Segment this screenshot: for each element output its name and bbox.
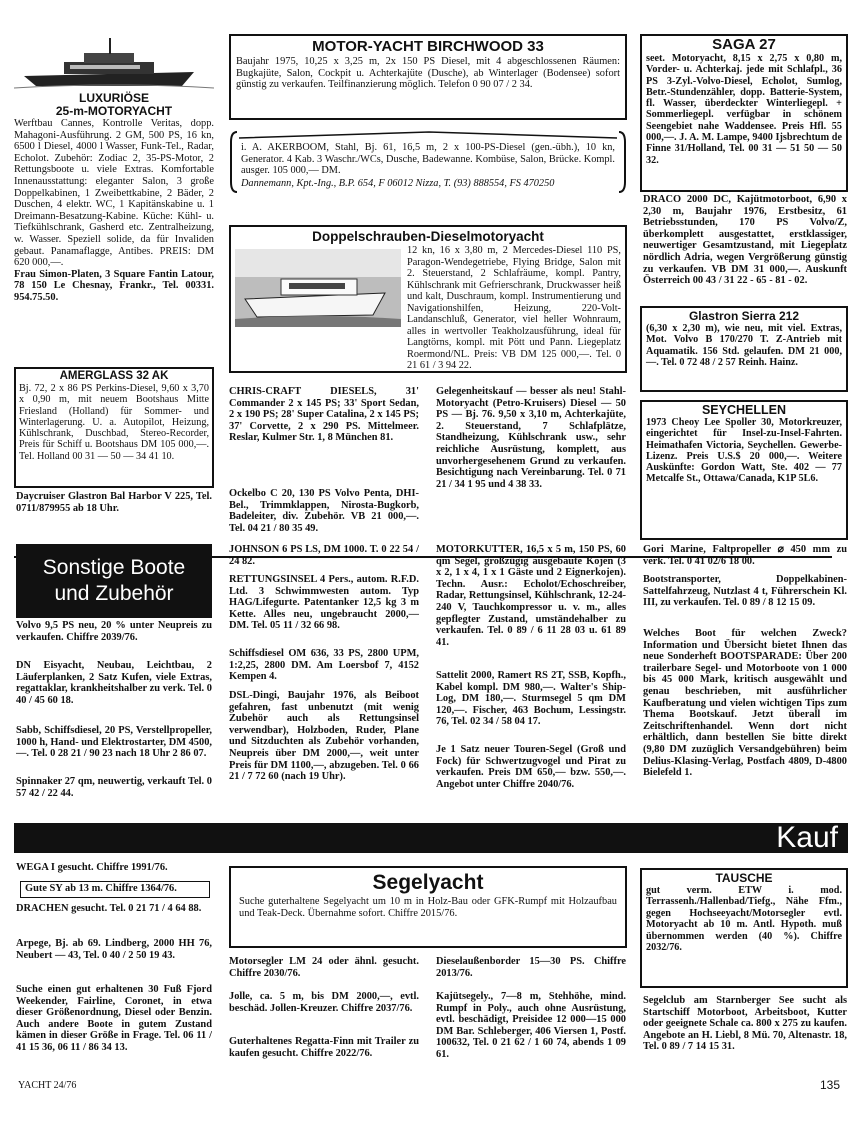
ad-title: SEYCHELLEN	[701, 403, 787, 417]
ad-body: Werftbau Cannes, Kontrolle Veritas, dopp. Mahagoni-Ausführung. 2 GM, 500 PS, 16 kn, 6500 l Diesel, 4000 l Wasser, Funk-Tel., Radar, Echolot. Zubehör: Zodiac 2, 35-PS-Motor, 2 Rettungsboote u. viele Extras. Komfortable Innenausstattung: eleganter Salon, 3 große Doppelkabinen, 1 Zweibettkabine, 2 Bäder, 2 Duschen, 4 elektr. WC, 1 Kapitänskabine u. 1 Dreimann-Besatzung-Kabine. Küche: Kühl- u. Tiefkühlschrank, Gasherd etc. Zentralheizung, w. Wasser. Speziell solide, da für Invaliden gebaut. Panamaflagge, Antibes. PREIS: DM 620 000,—.	[14, 118, 214, 269]
gelegenheit-ad: Gelegenheitskauf — besser als neu! Stahl-Motoryacht (Petro-Kruisers) Diesel — 50 PS — Bj. 76. 9,50 x 3,10 m, Achterkajüte, 2. Steuerstand, 7 Schlafplätze, Standheizung, Kühlschrank usw., sehr reichliche Ausrüstung, komplett, aus unvorhergesehenem Grund zu verkaufen. Besichtigung nach Vereinbarung. Tel. 0 71 21 / 34 1 95 und 4 38 33.	[436, 386, 626, 490]
chriscraft-ad: CHRIS-CRAFT DIESELS, 31' Commander 2 x 145 PS; 33' Sport Sedan, 2 x 190 PS; 28' Super Catalina, 2 x 145 PS; 37' Corvette, 2 x 290 PS. Mittelmeer. Reslar, Kulmer Str. 1, 8 München 81.	[229, 386, 419, 444]
regatta-finn-ad: Guterhaltenes Regatta-Finn mit Trailer zu kaufen gesucht. Chiffre 2022/76.	[229, 1036, 419, 1059]
transporter-ad: Bootstransporter, Doppelkabinen-Sattelfahrzeug, Nutzlast 4 t, Führerschein Kl. III, zu verkaufen. Tel. 0 89 / 8 12 15 09.	[643, 574, 847, 609]
johnson-ad: JOHNSON 6 PS LS, DM 1000. T. 0 22 54 / 24 82.	[229, 544, 419, 567]
ad-body: i. A. AKERBOOM, Stahl, Bj. 61, 16,5 m, 2 x 100-PS-Diesel (gen.-übh.), 10 kn, Generator. 4 Kab. 3 Waschr./WCs, Dusche, Badewanne. Kombüse, Salon, Brücke. Kompl. ausger. 105 000,— DM.	[241, 142, 615, 176]
ad-title: Glastron Sierra 212	[688, 309, 800, 323]
section-title: Sonstige Boote	[42, 556, 186, 579]
volvo-ad: Volvo 9,5 PS neu, 20 % unter Neupreis zu verkaufen. Chiffre 2039/76.	[16, 620, 212, 643]
ad-title: LUXURIÖSE	[78, 91, 149, 105]
gute-sy-ad: Gute SY ab 13 m. Chiffre 1364/76.	[20, 881, 210, 898]
rettungsinsel-ad: RETTUNGSINSEL 4 Pers., autom. R.F.D. Ltd. 3 Schwimmwesten autom. Typ HAG/Lifegurte. Patentanker 12,5 kg 3 m Kette. Alles neu, ungebraucht 2000,— DM. Tel. 05 11 / 32 66 98.	[229, 574, 419, 632]
suche-ad: Suche einen gut erhaltenen 30 Fuß Fjord Weekender, Fairline, Coronet, in etwa dieser Größenordnung, Diesel oder Benzin. Auch andere Boote in gutem Zustand kämen in dieser Größe in Frage. Tel. 06 11 / 41 15 36, 06 11 / 86 34 13.	[16, 984, 212, 1053]
wega-ad: WEGA I gesucht. Chiffre 1991/76.	[16, 862, 168, 873]
gori-ad: Gori Marine, Faltpropeller ⌀ 450 mm zu verk. Tel. 0 41 02/6 18 00.	[643, 544, 847, 567]
ad-body: Suche guterhaltene Segelyacht um 10 m in Holz-Bau oder GFK-Rumpf mit Holzaufbau und Teak-Deck. Übernahme sofort. Chiffre 2015/76.	[239, 896, 617, 919]
luxuriose-yacht-ad	[14, 36, 214, 366]
ad-title: 25-m-MOTORYACHT	[55, 104, 173, 118]
ad-title: MOTOR-YACHT BIRCHWOOD 33	[312, 38, 544, 55]
ad-title: Segelyacht	[372, 871, 484, 894]
ad-title: AMERGLASS 32 AK	[59, 370, 169, 382]
motorsegler-ad: Motorsegler LM 24 oder ähnl. gesucht. Chiffre 2030/76.	[229, 956, 419, 979]
daycruiser-ad: Daycruiser Glastron Bal Harbor V 225, Tel. 0711/879955 ab 18 Uhr.	[16, 491, 212, 514]
ad-contact: Dannemann, Kpt.-Ing., B.P. 654, F 06012 Nizza, T. (93) 888554, FS 470250	[241, 178, 555, 189]
ad-body: Bj. 72, 2 x 86 PS Perkins-Diesel, 9,60 x 3,70 x 0,90 m, mit neuem Bootshaus Mitte Friesland (Holland) für Sommer- und Winterlagerung. U. a. Autopilot, Heizung, Kühlschrank, Duschbad, Stereo-Recorder, Preis für Schiff u. Bootshaus DM 105 000,—. Tel. Holland 00 31 — 50 — 34 41 10.	[19, 383, 209, 462]
ad-body: 12 kn, 16 x 3,80 m, 2 Mercedes-Diesel 110 PS, Paragon-Wendegetriebe, Flying Bridge, Salon mit 2. Steuerstand, 2 Schlafräume, kompl. Pantry, Kühlschrank mit Gefrierschrank, Druckwasser heiß und kalt, Duschraum, kompl. Instrumentierung und Navigationshilfen, Heizung, 220-Volt-Landanschluß, Generator, viel heller Wohnraum, alles in wertvoller Teakholzausführung, ideal für Langtörns, kompl. mit Pött und Pann. Liegeplatz Roermond/NL. Preis: VB DM 125 000,—. Tel. 0 21 61 / 3 94 22.	[407, 245, 621, 371]
glastron-ad	[640, 306, 848, 392]
ad-body: gut verm. ETW i. mod. Terrassenh./Hallenbad/Tiefg., Nähe Ffm., gegen Hochseeyacht/Motorsegler evtl. Motoryacht ab 10 m. Antl. Hypoth. muß übernommen werden (40 %). Chiffre 2032/76.	[646, 885, 842, 954]
section-header-kauf	[14, 823, 848, 853]
doppelschrauben-ad	[229, 225, 627, 373]
arpege-ad: Arpege, Bj. ab 69. Lindberg, 2000 HH 76, Neubert — 43, Tel. 0 40 / 2 50 19 43.	[16, 938, 212, 961]
page-number: 135	[819, 1078, 840, 1092]
segelyacht-ad	[229, 866, 627, 948]
dieselaussenborder-ad: Dieselaußenborder 15—30 PS. Chiffre 2013/76.	[436, 956, 626, 979]
kajuetsegler-ad: Kajütsegely., 7—8 m, Stehhöhe, mind. Rumpf in Poly., auch ohne Ausrüstung, evtl. beschädigt, Preisidee 12 000—15 000 DM Bar. Schleberger, 406 Viersen 1, Postf. 100632, Tel. 0 21 62 / 1 60 74, abends 1 09 61.	[436, 991, 626, 1060]
section-title: und Zubehör	[54, 582, 174, 605]
seychellen-ad	[640, 400, 848, 540]
motorkutter-ad: MOTORKUTTER, 16,5 x 5 m, 150 PS, 60 qm Segel, großzügig ausgebaute Kojen (3 x 2, 1 x 4, 1 x 1 Gäste und 2 Eignerkojen). Techn. Ausr.: Echolot/Echoschreiber, Radar, Rettungsinsel, Kühlschrank, 12-24-240 V, Tauchkompressor u. v. m., alles gepflegter Zustand, umständehalber zu verkaufen. Tel. 0 89 / 6 11 28 03 u. 61 89 41.	[436, 544, 626, 648]
yacht-illustration	[14, 36, 214, 92]
saga-ad	[640, 34, 848, 192]
sabb-ad: Sabb, Schiffsdiesel, 20 PS, Verstellpropeller, 1000 h, Hand- und Elektrostarter, DM 4500,—. Tel. 0 28 21 / 90 23 nach 18 Uhr 2 86 07.	[16, 725, 212, 760]
footer-issue: YACHT 24/76	[18, 1080, 77, 1091]
amerglass-ad	[14, 367, 214, 488]
section-header-sonstige	[16, 544, 212, 618]
dn-ad: DN Eisyacht, Neubau, Leichtbau, 2 Läuferplanken, 2 Satz Kufen, viele Extras, regattaklar, krankheitshalber zu verk. Tel. 0 40 / 45 60 18.	[16, 660, 212, 706]
ad-body: 1973 Cheoy Lee Spoller 30, Motorkreuzer, eingerichtet für Insel-zu-Insel-Fahrten. Heimathafen Victoria, Seychellen. Gewerbe-Lizenz. Preis U.S.$ 20 000,—. Weitere Auskünfte: Gordon Watt, Ste. 402 — 77 Metcalfe St., Ottawa/Canada, K1P 5L6.	[646, 417, 842, 485]
ad-title: TAUSCHE	[715, 871, 773, 885]
ad-body: (6,30 x 2,30 m), wie neu, mit viel. Extras, Mot. Volvo B 170/270 T. Z-Antrieb mit Aquamatik. 156 Std. gelaufen. DM 21 000,—. Tel. 0 72 48 / 2 57 Reinh. Hainz.	[646, 323, 842, 368]
jolle-ad: Jolle, ca. 5 m, bis DM 2000,—, evtl. beschäd. Jollen-Kreuzer. Chiffre 2037/76.	[229, 991, 419, 1014]
bootsparade-ad: Welches Boot für welchen Zweck? Information und Übersicht bietet Ihnen das neue Sonderheft BOOTSPARADE: Über 200 trailerbare Segel- und Motorboote von 1 000 bis 45 000 Mark, kritisch ausgewählt und genau beschrieben, mit ausführlicher Kaufberatung und vielen wichtigen Tips zum Thema Bootskauf. Jetzt überall im Zeitschriftenhandel. Wenn dort nicht erhältlich, dann bestellen Sie bitte direkt (9,80 DM zuzüglich Versandgebühren) beim Delius-Klasing-Verlag, Postfach 4809, D-4800 Bielefeld 1.	[643, 628, 847, 779]
drachen-ad: DRACHEN gesucht. Tel. 0 21 71 / 4 64 88.	[16, 903, 202, 914]
tausche-ad	[640, 868, 848, 988]
birchwood-ad	[229, 34, 627, 120]
ad-contact: Frau Simon-Platen, 3 Square Fantin Latour, 78 150 Le Chesnay, Frankr., Tel. 00331. 954.75.50.	[14, 268, 214, 303]
segelclub-ad: Segelclub am Starnberger See sucht als Startschiff Motorboot, Arbeitsboot, Kutter oder geeignete Schale ca. 800 x 275 zu kaufen. Angebote an H. Liebl, 8 Mü. 70, Altenastr. 18, Tel. 0 89 / 7 14 15 31.	[643, 995, 847, 1053]
ad-body: seet. Motoryacht, 8,15 x 2,75 x 0,80 m, Vorder- u. Achterkaj. jede mit Schlafpl., 36 PS 3-Zyl.-Volvo-Diesel, Echolot, Sumlog, Betr.-Stundenzähler, dopp. Batterie-System, fl. Wasser, überdeckter Winterliegepl. + Sommerliegepl. verfügbar in schönem Seengebiet nahe Waddensee. Preis Hfl. 55 000,—. J. A. M. Lampe, 9400 Ijsbrechtum de Finne 31/Holland, Tel. 00 31 — 51 50 — 50 32.	[646, 53, 842, 166]
sattelit-ad: Sattelit 2000, Ramert RS 2T, SSB, Kopfh., Kabel kompl. DM 980,—. Walter's Ship-Log, DM 180,—. Sturmsegel 5 qm DM 120,—. Fischer, 463 Bochum, Lessingstr. 76, Tel. 02 34 / 58 04 17.	[436, 670, 626, 728]
schiffsdiesel-ad: Schiffsdiesel OM 636, 33 PS, 2800 UPM, 1:2,25, 2800 DM. Am Loersbof 7, 4152 Kempen 4.	[229, 648, 419, 683]
segel-ad: Je 1 Satz neuer Touren-Segel (Groß und Fock) für Schwertzugvogel und Pirat zu verkaufen. Preis DM 650,— bzw. 550,—. Angebot unter Chiffre 2040/76.	[436, 744, 626, 790]
ad-body: Baujahr 1975, 10,25 x 3,25 m, 2x 150 PS Diesel, mit 4 abgeschlossenen Räumen: Bugkajüte, Salon, Cockpit u. Achterkajüte (Dusche), ab Winterlager (Bodensee) sofort günstig zu verkaufen. Teilfinanzierung möglich. Telefon 0 90 07 / 2 34.	[236, 56, 620, 91]
ad-title: Doppelschrauben-Dieselmotoryacht	[312, 229, 544, 244]
section-title: Kauf	[776, 823, 838, 853]
draco-ad: DRACO 2000 DC, Kajütmotorboot, 6,90 x 2,30 m, Baujahr 1976, Erstbesitz, 61 Betriebsstunden, 170 PS Volvo/Z, überkomplett ausgestattet, erstklassiger, neuwertiger Gesamtzustand, mit Liegeplatz nördlich Adria, wegen Vergrößerung günstig zu verkaufen. VB DM 31 000,—. Auskunft Österreich 00 43 / 31 22 - 65 - 81 - 02.	[643, 194, 847, 287]
ockelbo-ad: Ockelbo C 20, 130 PS Volvo Penta, DHI-Bel., Trimmklappen, Nirosta-Bugkorb, Badeleiter, div. Zubehör. VB 21 000,—. Tel. 04 21 / 80 35 49.	[229, 488, 419, 534]
spinnaker-ad: Spinnaker 27 qm, neuwertig, verkauft Tel. 0 57 42 / 22 44.	[16, 776, 212, 799]
boat-photo	[235, 249, 401, 327]
ad-title: SAGA 27	[712, 36, 776, 53]
dsl-dingi-ad: DSL-Dingi, Baujahr 1976, als Beiboot gefahren, fast unbenutzt (mit wenig Zubehör auch als Rettungsinsel verwendbar), Holzboden, Ruder, Plane und Sitzduchten als Zubehör vorhanden, Neupreis über DM 2000,—, weit unter Preis für DM 1100,—, abzugeben. Tel. 0 66 21 / 7 72 60 (nach 19 Uhr).	[229, 690, 419, 783]
akerboom-ad	[229, 128, 627, 196]
